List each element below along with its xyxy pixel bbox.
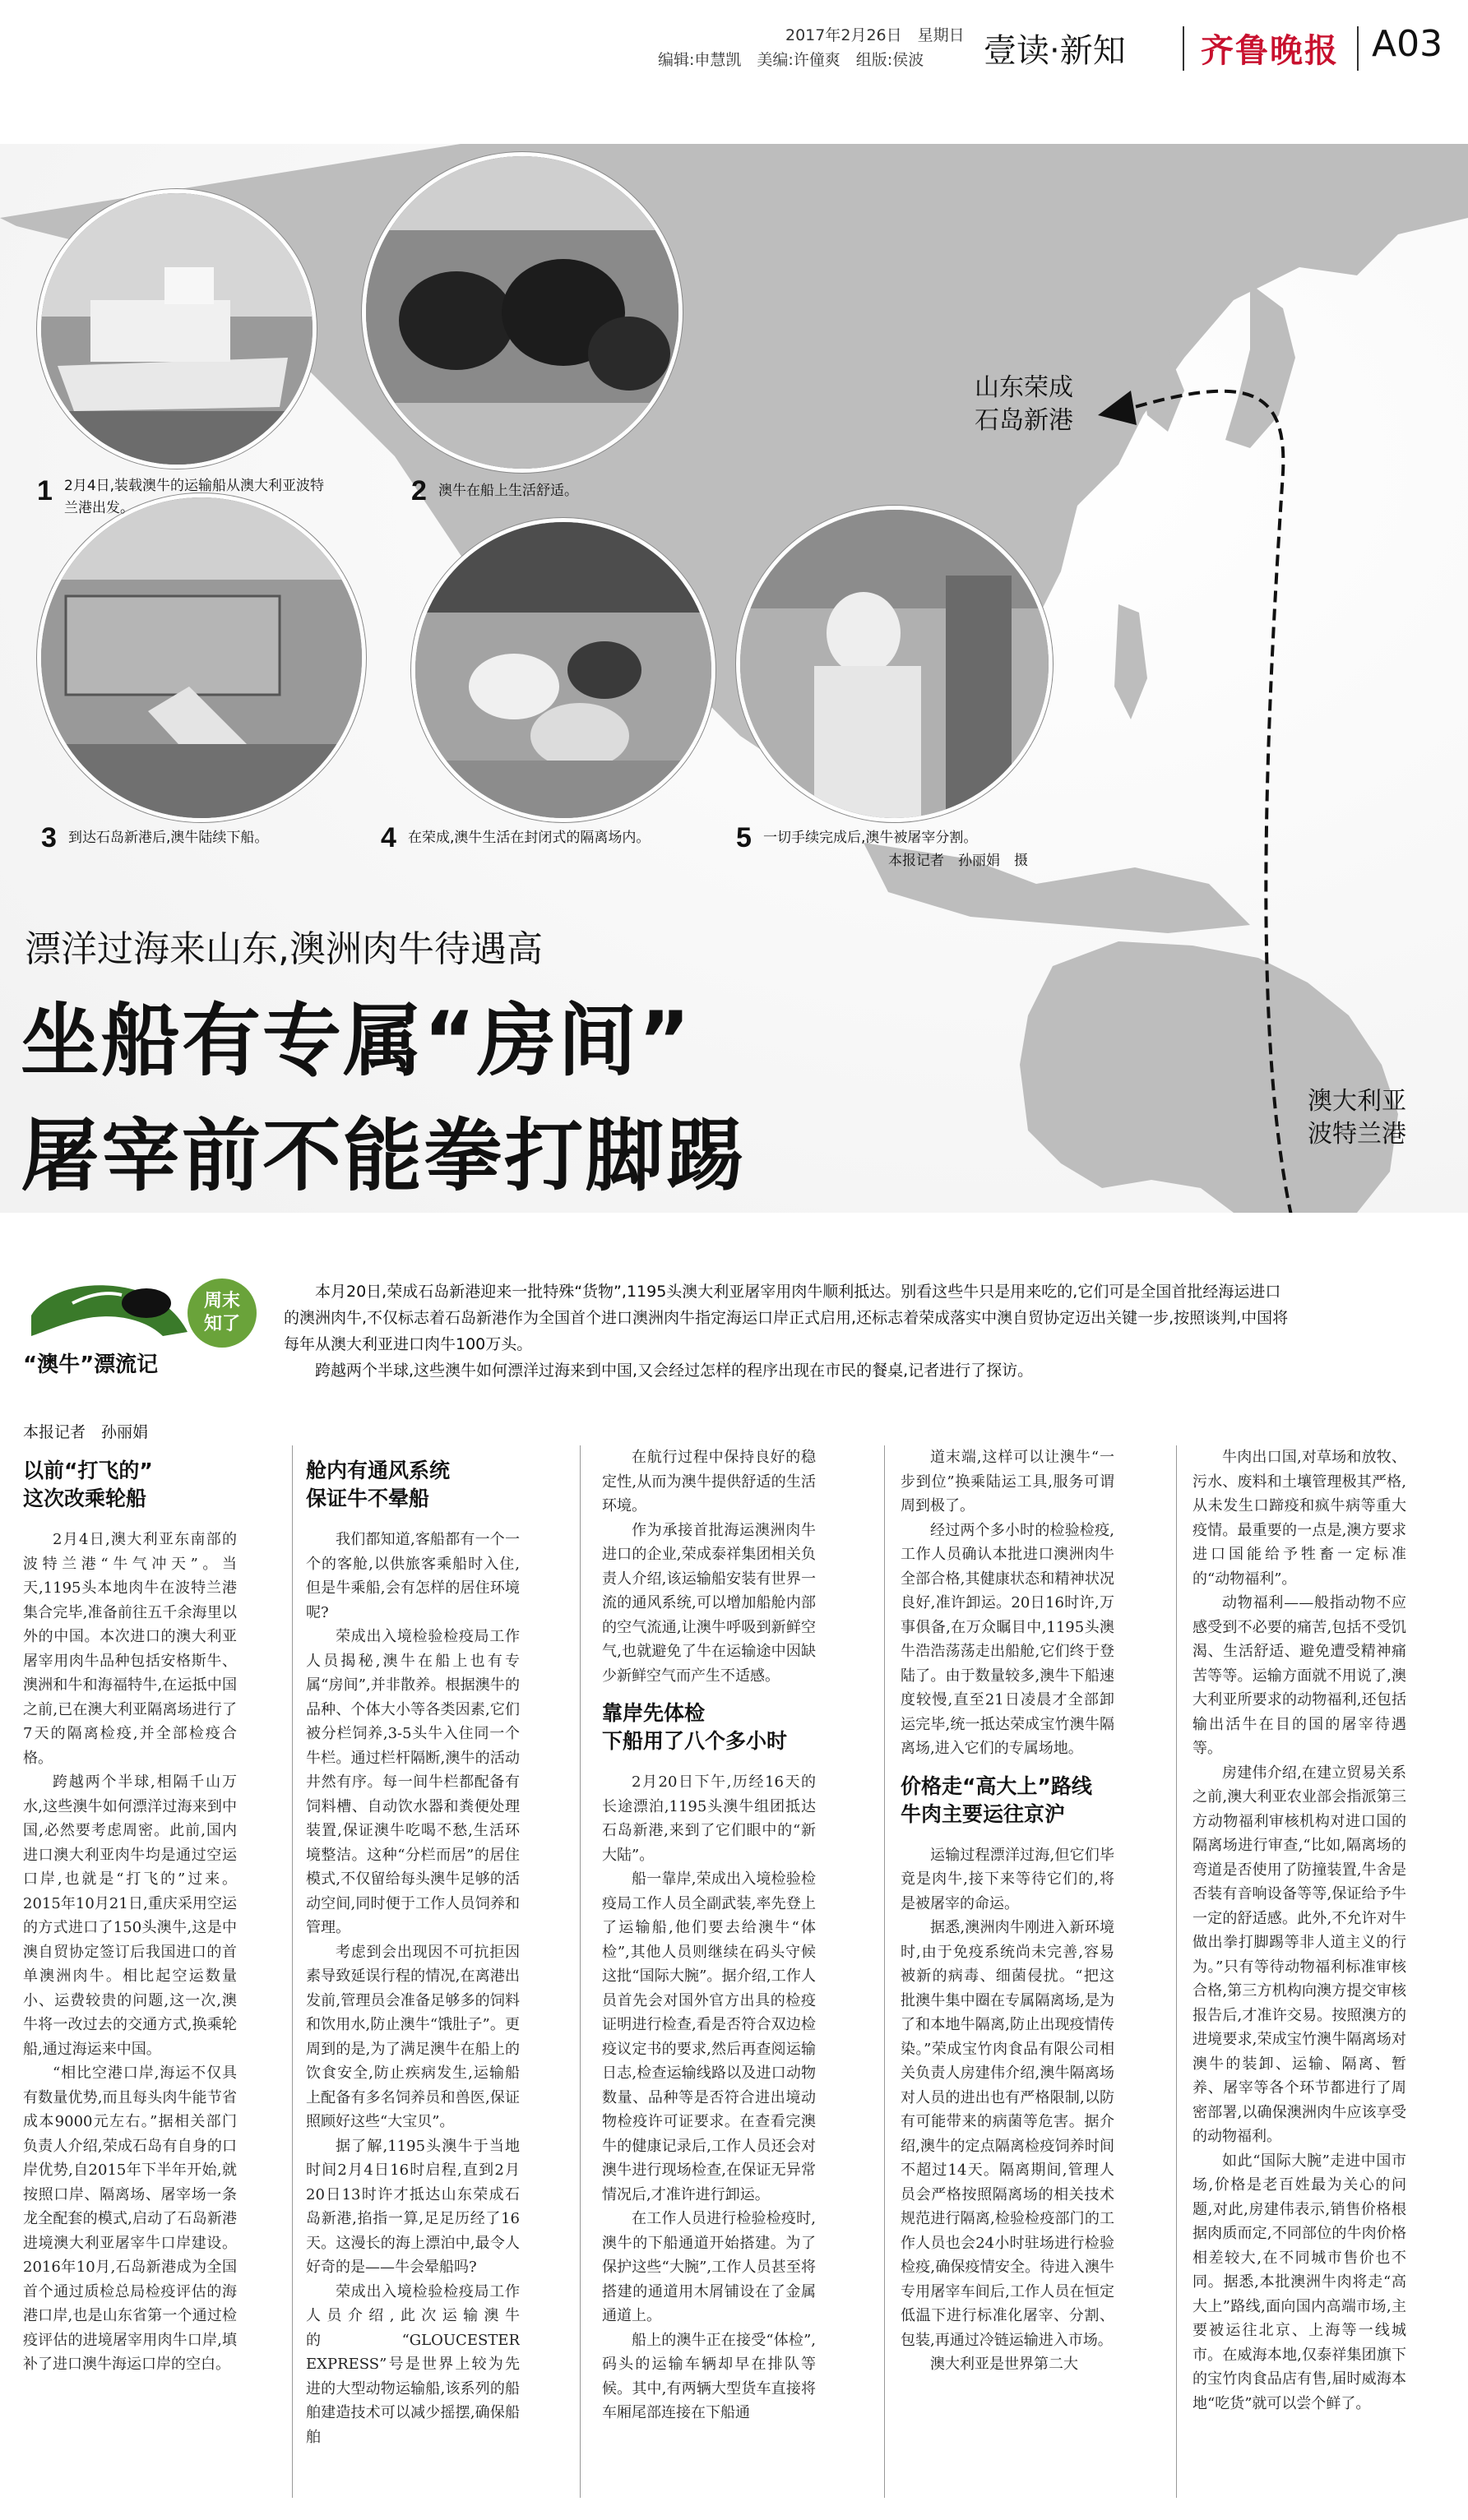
body-paragraph: 如此“国际大腕”走进中国市场,价格是老百姓最为关心的问题,对此,房建伟表示,销售价格根据肉质而定,不同部位的牛肉价格相差较大,在不同城市售价也不同。据悉,本批澳洲牛肉将走“高大上”路线,面向国内高端市场,主要被运往北京、上海等一线城市。在威海本地,仅泰祥集团旗下的宝竹肉食品店有售,届时威海本地“吃货”就可以尝个鲜了。 [1192,2152,1406,2412]
cattle-logo-icon [23,1270,212,1344]
series-title: “澳牛”漂流记 [23,1352,159,1377]
main-headline-line2: 屠宰前不能拳打脚踢 [21,1110,746,1202]
body-paragraph: 房建伟介绍,在建立贸易关系之前,澳大利亚农业部会指派第三方动物福利审核机构对进口国的隔离场进行审查,“比如,隔离场的弯道是否使用了防撞装置,牛舍是否装有音响设备等等,保证给予牛一定的舒适感。此外,不允许对牛做出拳打脚踢等非人道主义的行为。”只有等待动物福利标准审核合格,第三方机构向澳方提交审核报告后,才准许交易。按照澳方的进境要求,荣成宝竹澳牛隔离场对澳牛的装卸、运输、隔离、暂养、屠宰等各个环节都进行了周密部署,以确保澳洲肉牛应该享受的动物福利。 [1192,1764,1406,2145]
main-headline-line1: 坐船有专属“房间” [21,995,692,1087]
body-paragraph: 我们都知道,客船都有一个一个的客舱,以供旅客乘船时入住,但是牛乘船,会有怎样的居住环境呢? [306,1531,520,1621]
column-rule [1176,1445,1177,2498]
article-column-4 [901,1445,1114,2498]
photo-butchering [736,506,1053,822]
photo-unloading [37,493,366,822]
editor-credits: 编辑:申慧凯 美编:许僮爽 组版:侯波 [658,51,924,69]
body-paragraph: 荣成出入境检验检疫局工作人员介绍,此次运输澳牛的“GLOUCESTER EXPRESS”号是世界上较为先进的大型动物运输船,该系列的船舶建造技术可以减少摇摆,确保船舶 [306,2282,520,2446]
article-column-5 [1192,1445,1406,2498]
body-paragraph: 在工作人员进行检验检疫时,澳牛的下船通道开始搭建。为了保护这些“大腕”,工作人员甚至将搭建的通道用木屑铺设在了金属通道上。 [602,2210,816,2324]
photo-quarantine-pen [411,518,715,822]
body-paragraph: 澳大利亚是世界第二大 [930,2356,1078,2373]
weekend-badge: 周末 知了 [188,1278,257,1348]
caption-number: 1 [37,475,53,506]
body-paragraph: 牛肉出口国,对草场和放牧、污水、废料和土壤管理极其严格,从未发生口蹄疫和疯牛病等重大疫情。最重要的一点是,澳方要求进口国能给予牲畜一定标准的“动物福利”。 [1192,1449,1406,1588]
body-paragraph: 道末端,这样可以让澳牛“一步到位”换乘陆运工具,服务可谓周到极了。 [901,1449,1114,1514]
photo-caption: 在荣成,澳牛生活在封闭式的隔离场内。 [408,830,651,846]
caption-number: 2 [411,475,427,506]
photo-caption: 到达石岛新港后,澳牛陆续下船。 [68,830,269,846]
body-paragraph: 经过两个多小时的检验检疫,工作人员确认本批进口澳洲肉牛全部合格,其健康状态和精神状况良好,准许卸运。20日16时许,万事俱备,在万众瞩目中,1195头澳牛浩浩荡荡走出船舱,它们终于登陆了。由于数量较多,澳牛下船速度较慢,直至21日凌晨才全部卸运完毕,统一抵达荣成宝竹澳牛隔离场,进入它们的专属场地。 [901,1521,1114,1757]
newspaper-logo: 齐鲁晚报 [1201,31,1339,70]
photo-caption: 澳牛在船上生活舒适。 [438,483,578,499]
origin-port-label: 澳大利亚 波特兰港 [1308,1087,1406,1149]
caption-number: 3 [41,822,57,853]
issue-date: 2017年2月26日 星期日 [785,26,965,44]
article-column-2 [306,1445,520,2498]
body-paragraph: 船上的澳牛正在接受“体检”,码头的运输车辆却早在排队等候。其中,有两辆大型货车直接将车厢尾部连接在下船通 [602,2331,816,2421]
body-paragraph: “相比空港口岸,海运不仅具有数量优势,而且每头肉牛能节省成本9000元左右。”据相关部门负责人介绍,荣成石岛有自身的口岸优势,自2015年下半年开始,就按照口岸、隔离场、屠宰场一条龙全配套的模式,启动了石岛新港进境澳大利亚屠宰牛口岸建设。2016年10月,石岛新港成为全国首个通过质检总局检疫评估的海港口岸,也是山东省第一个通过检疫评估的进境屠宰用肉牛口岸,填补了进口澳牛海运口岸的空白。 [23,2065,237,2373]
ship-photo [41,193,313,465]
byline: 本报记者 孙丽娟 [23,1423,149,1441]
body-paragraph: 动物福利——般指动物不应感受到不必要的痛苦,包括不受饥渴、生活舒适、避免遭受精神痛苦等等。运输方面就不用说了,澳大利亚所要求的动物福利,还包括输出活牛在目的国的屠宰待遇等。 [1192,1594,1406,1757]
photo-credit: 本报记者 孙丽娟 摄 [888,853,1028,869]
body-paragraph: 荣成出入境检验检疫局工作人员揭秘,澳牛在船上也有专属“房间”,并非散养。根据澳牛的品种、个体大小等各类因素,它们被分栏饲养,3-5头牛入住同一个牛栏。通过栏杆隔断,澳牛的活动井然有序。每一间牛栏都配备有饲料槽、自动饮水器和粪便处理装置,保证澳牛吃喝不愁,生活环境整洁。这种“分栏而居”的居住模式,不仅留给每头澳牛足够的活动空间,同时便于工作人员饲养和管理。 [306,1628,520,1936]
body-paragraph: 据悉,澳洲肉牛刚进入新环境时,由于免疫系统尚未完善,容易被新的病毒、细菌侵扰。“把这批澳牛集中圈在专属隔离场,是为了和本地牛隔离,防止出现疫情传染。”荣成宝竹肉食品有限公司相关负责人房建伟介绍,澳牛隔离场对人员的进出也有严格限制,以防有可能带来的病菌等危害。据介绍,澳牛的定点隔离检疫饲养时间不超过14天。隔离期间,管理人员会严格按照隔离场的相关技术规范进行隔离,检验检疫部门的工作人员也会24小时驻场进行检验检疫,确保疫情安全。待进入澳牛专用屠宰车间后,工作人员在恒定低温下进行标准化屠宰、分割、包装,再通过冷链运输进入市场。 [901,1919,1114,2349]
column-rule [884,1445,885,2498]
body-paragraph: 据了解,1195头澳牛于当地时间2月4日16时启程,直到2月20日13时许才抵达山东荣成石岛新港,掐指一算,足足历经了16天。这漫长的海上漂泊中,最令人好奇的是——牛会晕船吗? [306,2137,520,2276]
column-rule [580,1445,581,2498]
body-paragraph: 在航行过程中保持良好的稳定性,从而为澳牛提供舒适的生活环境。 [602,1449,816,1514]
section-title: 壹读·新知 [984,32,1126,70]
column-rule [292,1445,293,2498]
photo-cattle-on-ship [362,152,683,473]
pen-photo [415,522,711,818]
article-column-3 [602,1445,816,2498]
section-subhead: 价格走“高大上”路线 牛肉主要运往京沪 [901,1773,1092,1826]
body-paragraph: 2月4日,澳大利亚东南部的波特兰港“牛气冲天”。当天,1195头本地肉牛在波特兰港集合完毕,准备前往五千余海里以外的中国。本次进口的澳大利亚屠宰用肉牛品种包括安格斯牛、澳洲和牛和海福特牛,在运抵中国之前,已在澳大利亚隔离场进行了7天的隔离检疫,并全部检疫合格。 [23,1531,237,1767]
page-number: A03 [1372,23,1443,65]
intro-paragraph [284,1278,1291,1384]
butcher-photo [740,510,1049,818]
intro-text: 本月20日,荣成石岛新港迎来一批特殊“货物”,1195头澳大利亚屠宰用肉牛顺利抵达。别看这些牛只是用来吃的,它们可是全国首批经海运进口的澳洲肉牛,不仅标志着石岛新港作为全国首个进口澳洲肉牛指定海运口岸正式启用,还标志着荣成落实中澳自贸协定迈出关键一步,按照谈判,中国将每年从澳大利亚进口肉牛100万头。 [284,1283,1289,1353]
body-paragraph: 考虑到会出现因不可抗拒因素导致延误行程的情况,在离港出发前,管理员会准备足够多的饲料和饮用水,防止澳牛“饿肚子”。更周到的是,为了满足澳牛在船上的饮食安全,防止疾病发生,运输船上配备有多名饲养员和兽医,保证照顾好这些“大宝贝”。 [306,1943,520,2130]
photo-caption: 一切手续完成后,澳牛被屠宰分割。 [763,830,978,846]
body-paragraph: 作为承接首批海运澳洲肉牛进口的企业,荣成泰祥集团相关负责人介绍,该运输船安装有世界一流的通风系统,可以增加船舱内部的空气流通,让澳牛呼吸到新鲜空气,也就避免了牛在运输途中因缺少新鲜空气而产生不适感。 [602,1521,816,1685]
caption-number: 4 [381,822,396,853]
photo-caption: 2月4日,装载澳牛的运输船从澳大利亚波特兰港出发。 [64,478,325,516]
article-column-1 [23,1445,237,2498]
section-subhead: 舱内有通风系统 保证牛不晕船 [306,1459,451,1510]
body-paragraph: 跨越两个半球,相隔千山万水,这些澳牛如何漂洋过海来到中国,必然要考虑周密。此前,国内进口澳大利亚肉牛均是通过空运口岸,也就是“打飞的”过来。2015年10月21日,重庆采用空运的方式进口了150头澳牛,这是中澳自贸协定签订后我国进口的首单澳洲肉牛。相比起空运数量小、运费较贵的问题,这一次,澳牛将一改过去的交通方式,换乘轮船,通过海运来中国。 [23,1773,237,2058]
header-divider [1357,26,1359,71]
column-badge [23,1270,270,1377]
truck-photo [41,497,362,818]
destination-port-label: 山东荣成 石岛新港 [975,373,1073,435]
body-paragraph: 船一靠岸,荣成出入境检验检疫局工作人员全副武装,率先登上了运输船,他们要去给澳牛“体检”,其他人员则继续在码头守候这批“国际大腕”。据介绍,工作人员首先会对国外官方出具的检疫证明进行检查,看是否符合双边检疫议定书的要求,然后再查阅运输日志,检查运输线路以及进口动物数量、品种等是否符合进出境动物检疫许可证要求。在查看完澳牛的健康记录后,工作人员还会对澳牛进行现场检查,在保证无异常情况后,才准许进行卸运。 [602,1870,816,2203]
header-divider [1183,26,1184,71]
body-paragraph: 2月20日下午,历经16天的长途漂泊,1195头澳牛组团抵达石岛新港,来到了它们眼中的“新大陆”。 [602,1773,816,1864]
body-paragraph: 运输过程漂洋过海,但它们毕竟是肉牛,接下来等待它们的,将是被屠宰的命运。 [901,1846,1114,1912]
cattle-photo [366,156,678,469]
section-subhead: 以前“打飞的” 这次改乘轮船 [23,1459,153,1510]
kicker-headline: 漂洋过海来山东,澳洲肉牛待遇高 [25,928,543,970]
intro-text: 跨越两个半球,这些澳牛如何漂洋过海来到中国,又会经过怎样的程序出现在市民的餐桌,记者进行了探访。 [315,1362,1034,1380]
section-subhead: 靠岸先体检 下船用了八个多小时 [602,1701,788,1753]
caption-number: 5 [736,822,752,853]
photo-ship [37,189,317,469]
